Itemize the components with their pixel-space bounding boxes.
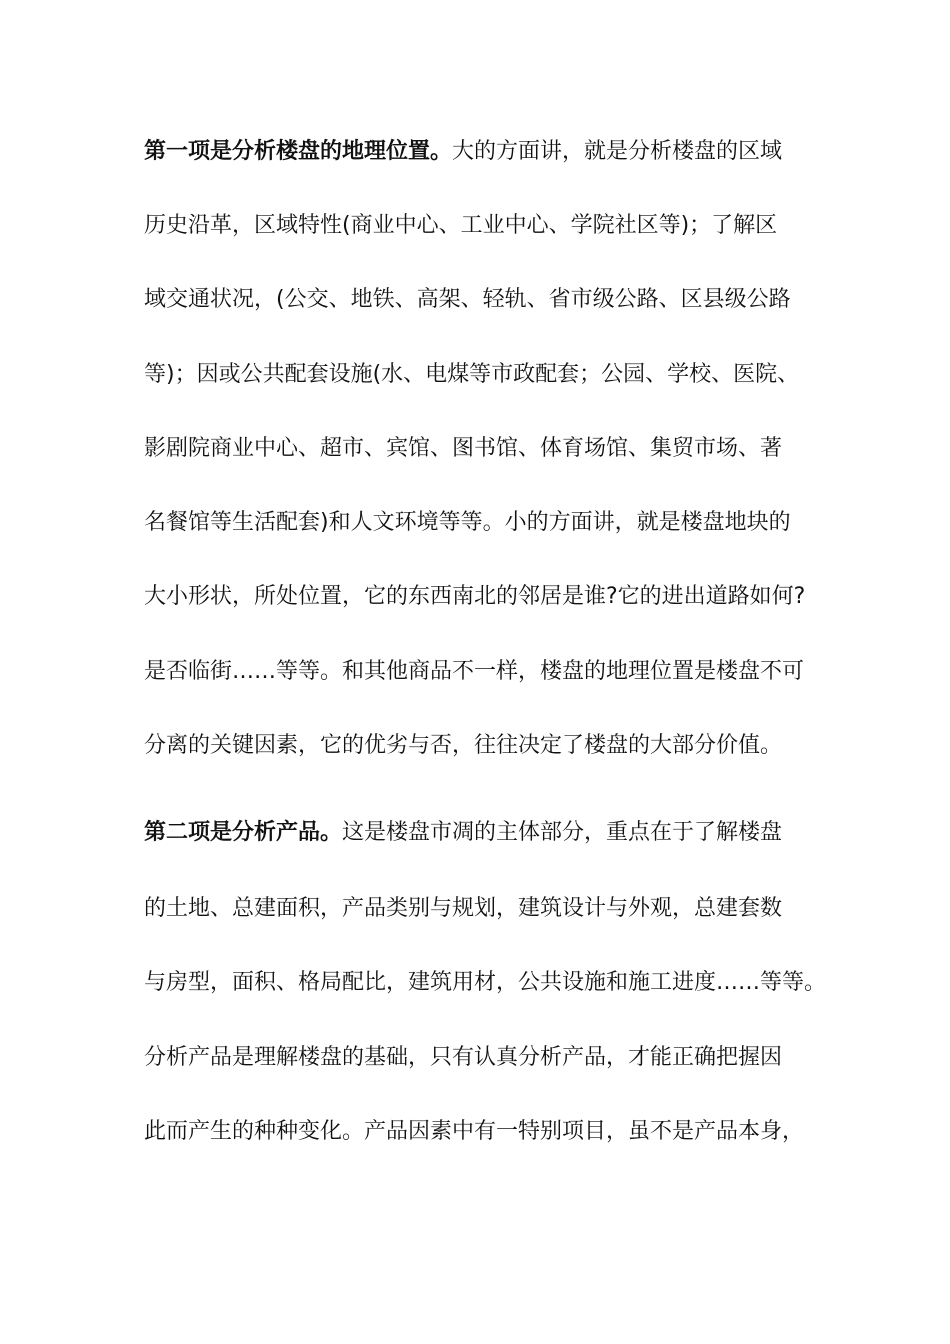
paragraph-1-line-4: 等)；因或公共配套设施(水、电煤等市政配套；公园、学校、医院、 xyxy=(144,362,800,387)
paragraph-1-line-3: 域交通状况，(公交、地铁、高架、轻轨、省市级公路、区县级公路 xyxy=(144,287,791,312)
paragraph-2-line-3: 与房型，面积、格局配比，建筑用材，公共设施和施工进度……等等。 xyxy=(144,970,827,995)
paragraph-2-line-4: 分析产品是理解楼盘的基础，只有认真分析产品，才能正确把握因 xyxy=(144,1045,783,1070)
paragraph-1-line-2: 历史沿革，区域特性(商业中心、工业中心、学院社区等)；了解区 xyxy=(144,213,778,238)
paragraph-1-line-5: 影剧院商业中心、超市、宾馆、图书馆、体育场馆、集贸市场、著 xyxy=(144,436,783,461)
paragraph-1-line-1 xyxy=(144,137,844,167)
paragraph-1-line-7: 大小形状，所处位置，它的东西南北的邻居是谁?它的进出道路如何? xyxy=(144,584,806,609)
paragraph-2-line-5: 此而产生的种种变化。产品因素中有一特别项目，虽不是产品本身， xyxy=(144,1119,805,1144)
paragraph-text: 这是楼盘市凋的主体部分，重点在于了解楼盘 xyxy=(342,820,783,845)
paragraph-1-line-6: 名餐馆等生活配套)和人文环境等等。小的方面讲，就是楼盘地块的 xyxy=(144,510,791,535)
paragraph-2-line-1 xyxy=(144,818,844,848)
paragraph-1-line-8: 是否临街……等等。和其他商品不一样，楼盘的地理位置是楼盘不可 xyxy=(144,659,805,684)
section-2-heading: 第二项是分析产品。 xyxy=(144,820,343,845)
paragraph-text: 大的方面讲，就是分析楼盘的区域 xyxy=(452,139,783,164)
paragraph-1-line-9: 分离的关键因素，它的优劣与否，往往决定了楼盘的大部分价值。 xyxy=(144,733,783,758)
section-1-heading: 第一项是分析楼盘的地理位置。 xyxy=(144,139,453,164)
paragraph-2-line-2: 的土地、总建面积，产品类别与规划，建筑设计与外观，总建套数 xyxy=(144,896,783,921)
